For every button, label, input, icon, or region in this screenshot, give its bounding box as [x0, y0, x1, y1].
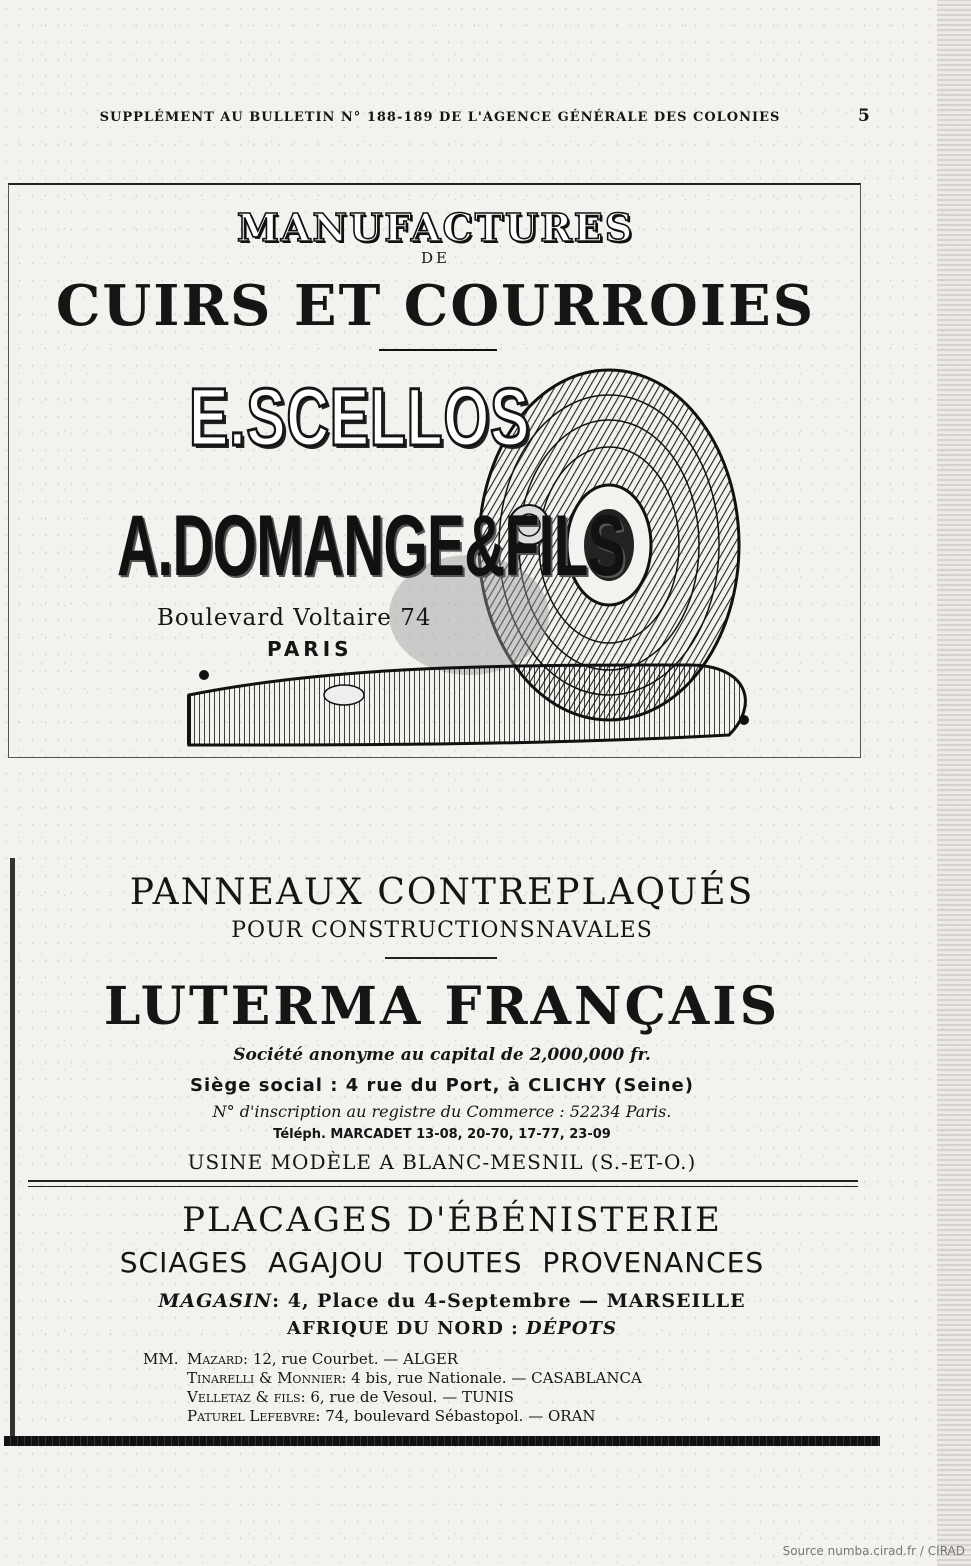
ad1-title: MANUFACTURES: [236, 205, 635, 250]
ad3-depots-heading: [22, 1318, 882, 1339]
running-head: SUPPLÉMENT AU BULLETIN N° 188-189 DE L'AGENCE GÉNÉRALE DES COLONIES: [99, 110, 781, 125]
depot-name: Velletaz & fils: [187, 1388, 301, 1406]
list-item: [143, 1407, 642, 1426]
depot-name: Mazard: [187, 1350, 243, 1368]
ad3-mm: MM.: [143, 1350, 179, 1368]
ad2-brand: LUTERMA FRANÇAIS: [103, 976, 781, 1037]
depot-address: : 6, rue de Vesoul. — TUNIS: [300, 1388, 514, 1406]
ad1-de: DE: [421, 249, 450, 267]
ad2-usine: USINE MODÈLE A BLANC-MESNIL (S.-ET-O.): [187, 1150, 697, 1174]
depot-address: : 12, rue Courbet. — ALGER: [243, 1350, 459, 1368]
depot-address: : 4 bis, rue Nationale. — CASABLANCA: [341, 1369, 642, 1387]
ad1-subtitle: CUIRS ET COURROIES: [55, 273, 816, 339]
ad2-siege: Siège social : 4 rue du Port, à CLICHY (Seine): [190, 1075, 694, 1096]
ad2-registre: N° d'inscription au registre du Commerce : 52234 Paris.: [212, 1102, 672, 1121]
ad-leather-belts: [8, 183, 861, 758]
ad1-city: PARIS: [267, 637, 353, 661]
ad3-depots-label: AFRIQUE DU NORD :: [287, 1318, 519, 1339]
depot-address: : 74, boulevard Sébastopol. — ORAN: [315, 1407, 596, 1425]
source-credit: Source numba.cirad.fr / CIRAD: [782, 1544, 965, 1558]
ad3-magasin-address: : 4, Place du 4-Septembre — MARSEILLE: [272, 1290, 746, 1312]
ad3-subtitle: SCIAGES AGAJOU TOUTES PROVENANCES: [119, 1246, 765, 1279]
list-item: [143, 1369, 642, 1388]
ad3-magasin-label: MAGASIN: [158, 1290, 273, 1312]
ad2-capital: Société anonyme au capital de 2,000,000 fr.: [233, 1045, 651, 1065]
ad3-title: PLACAGES D'ÉBÉNISTERIE: [182, 1200, 722, 1240]
ad2-subtitle: POUR CONSTRUCTIONSNAVALES: [231, 918, 653, 943]
ad1-address: Boulevard Voltaire 74: [157, 605, 432, 631]
ad2-double-rule: [28, 1180, 858, 1187]
brand-scellos: E.SCELLOS: [189, 372, 531, 463]
bottom-thick-rule: [4, 1436, 880, 1446]
depot-name: Tinarelli & Monnier: [187, 1369, 342, 1387]
ad2-left-rule: [10, 858, 15, 1438]
ad1-divider: [379, 349, 497, 351]
ad3-depots-word: DÉPOTS: [526, 1318, 617, 1339]
ad2-telephone: Téléph. MARCADET 13-08, 20-70, 17-77, 23-09: [273, 1127, 611, 1142]
list-item: [143, 1388, 642, 1407]
brand-domange: A.DOMANGE&FILS: [117, 498, 625, 594]
depot-name: Paturel Lefebvre: [187, 1407, 316, 1425]
page-number: 5: [858, 106, 870, 126]
ad3-magasin: [22, 1290, 882, 1312]
ad2-divider: [385, 957, 497, 959]
list-item: [143, 1350, 642, 1369]
page-edge-shadow: [937, 0, 971, 1566]
ad3-depots-list: [143, 1350, 642, 1426]
ad2-title: PANNEAUX CONTREPLAQUÉS: [129, 872, 755, 913]
